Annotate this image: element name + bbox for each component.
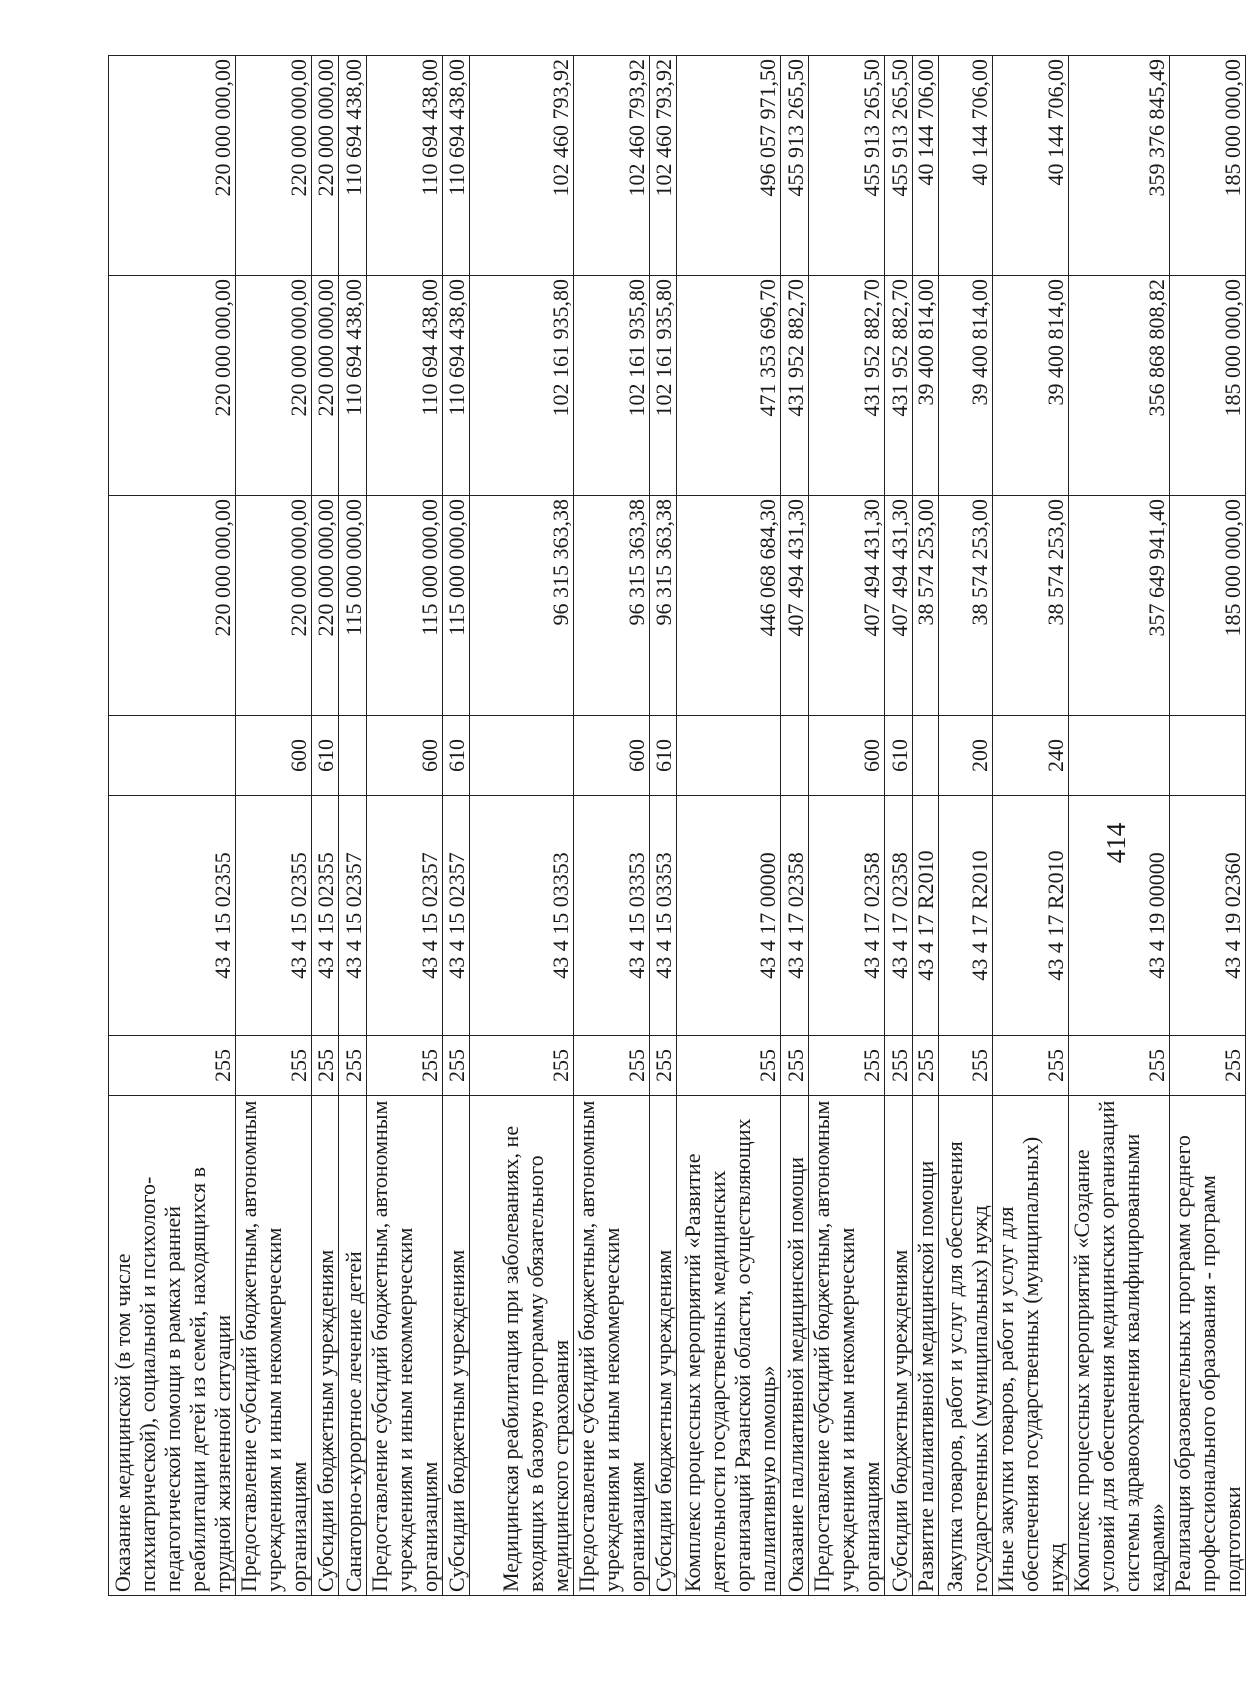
row-amount-year-1: 38 574 253,00 (913, 496, 939, 716)
row-amount-year-2: 431 952 882,70 (781, 276, 809, 496)
row-amount-year-2: 39 400 814,00 (939, 276, 993, 496)
row-amount-year-1: 96 315 363,38 (650, 496, 677, 716)
row-amount-year-2: 220 000 000,00 (109, 276, 236, 496)
row-grbs-code: 255 (367, 1036, 443, 1096)
row-amount-year-3: 185 000 000,00 (1170, 56, 1246, 276)
row-expense-type (677, 716, 781, 796)
row-grbs-code: 255 (236, 1036, 312, 1096)
row-target-article: 43 4 15 02355 (109, 796, 236, 1036)
row-amount-year-2: 471 353 696,70 (677, 276, 781, 496)
row-expense-type (781, 716, 809, 796)
row-grbs-code: 255 (677, 1036, 781, 1096)
row-amount-year-1: 407 494 431,30 (781, 496, 809, 716)
table-row (993, 56, 1069, 1596)
row-target-article: 43 4 15 02355 (236, 796, 312, 1036)
row-name: Субсидии бюджетным учреждениям (312, 1096, 339, 1596)
row-amount-year-3: 102 460 793,92 (650, 56, 677, 276)
row-grbs-code: 255 (913, 1036, 939, 1096)
row-amount-year-1: 38 574 253,00 (993, 496, 1069, 716)
table-row (885, 56, 913, 1596)
row-name: Предоставление субсидий бюджетным, автономным учреждениям и иным некоммерческим организациям (236, 1096, 312, 1596)
table-row (677, 56, 781, 1596)
table-row (781, 56, 809, 1596)
row-grbs-code: 255 (1069, 1036, 1170, 1096)
row-amount-year-1: 115 000 000,00 (339, 496, 367, 716)
table-body (109, 56, 1246, 1596)
row-amount-year-1: 220 000 000,00 (236, 496, 312, 716)
row-expense-type: 200 (939, 716, 993, 796)
row-amount-year-2: 431 952 882,70 (885, 276, 913, 496)
table-row (1170, 56, 1246, 1596)
table-row (1069, 56, 1170, 1596)
row-target-article: 43 4 17 R2010 (913, 796, 939, 1036)
row-amount-year-1: 96 315 363,38 (470, 496, 574, 716)
row-target-article: 43 4 15 02357 (339, 796, 367, 1036)
row-expense-type: 610 (885, 716, 913, 796)
row-name: Медицинская реабилитация при заболеваниях, не входящих в базовую программу обязательного медицинского страхования (470, 1096, 574, 1596)
row-target-article: 43 4 17 02358 (809, 796, 885, 1036)
row-name: Санаторно-курортное лечение детей (339, 1096, 367, 1596)
row-expense-type (109, 716, 236, 796)
table-row (650, 56, 677, 1596)
row-grbs-code: 255 (443, 1036, 470, 1096)
row-amount-year-2: 102 161 935,80 (574, 276, 650, 496)
row-amount-year-1: 96 315 363,38 (574, 496, 650, 716)
row-target-article: 43 4 17 R2010 (993, 796, 1069, 1036)
row-grbs-code: 255 (650, 1036, 677, 1096)
row-expense-type: 600 (367, 716, 443, 796)
row-expense-type (1170, 716, 1246, 796)
row-target-article: 43 4 15 02355 (312, 796, 339, 1036)
row-name: Предоставление субсидий бюджетным, автономным учреждениям и иным некоммерческим организациям (809, 1096, 885, 1596)
row-amount-year-3: 40 144 706,00 (913, 56, 939, 276)
row-name: Оказание паллиативной медицинской помощи (781, 1096, 809, 1596)
row-amount-year-2: 102 161 935,80 (470, 276, 574, 496)
row-target-article: 43 4 15 02357 (367, 796, 443, 1036)
row-name: Субсидии бюджетным учреждениям (443, 1096, 470, 1596)
row-grbs-code: 255 (1170, 1036, 1246, 1096)
row-target-article: 43 4 15 03353 (470, 796, 574, 1036)
row-expense-type: 240 (993, 716, 1069, 796)
row-grbs-code: 255 (470, 1036, 574, 1096)
row-grbs-code: 255 (574, 1036, 650, 1096)
table-row (109, 56, 236, 1596)
row-amount-year-2: 39 400 814,00 (993, 276, 1069, 496)
row-expense-type (470, 716, 574, 796)
row-amount-year-1: 185 000 000,00 (1170, 496, 1246, 716)
row-amount-year-2: 185 000 000,00 (1170, 276, 1246, 496)
page-number: 414 (1101, 822, 1131, 864)
table-row (339, 56, 367, 1596)
row-amount-year-3: 455 913 265,50 (809, 56, 885, 276)
row-name: Комплекс процессных мероприятий «Развитие деятельности государственных медицинских организаций Рязанской области, осуществляющих паллиативную помощь» (677, 1096, 781, 1596)
row-grbs-code: 255 (885, 1036, 913, 1096)
row-grbs-code: 255 (312, 1036, 339, 1096)
table-row (574, 56, 650, 1596)
row-name: Реализация образовательных программ среднего профессионального образования - программ подготовки (1170, 1096, 1246, 1596)
row-name: Субсидии бюджетным учреждениям (885, 1096, 913, 1596)
row-name: Иные закупки товаров, работ и услуг для обеспечения государственных (муниципальных) нужд (993, 1096, 1069, 1596)
row-target-article: 43 4 17 00000 (677, 796, 781, 1036)
row-expense-type: 600 (809, 716, 885, 796)
row-target-article: 43 4 15 03353 (650, 796, 677, 1036)
row-amount-year-2: 39 400 814,00 (913, 276, 939, 496)
row-name: Комплекс процессных мероприятий «Создание условий для обеспечения медицинских организаций системы здравоохранения квалифицированными кадрами» (1069, 1096, 1170, 1596)
row-name: Предоставление субсидий бюджетным, автономным учреждениям и иным некоммерческим организациям (574, 1096, 650, 1596)
row-amount-year-3: 102 460 793,92 (574, 56, 650, 276)
table-row (913, 56, 939, 1596)
row-amount-year-2: 110 694 438,00 (339, 276, 367, 496)
row-amount-year-3: 40 144 706,00 (993, 56, 1069, 276)
row-expense-type: 610 (443, 716, 470, 796)
row-target-article: 43 4 17 R2010 (939, 796, 993, 1036)
row-expense-type: 610 (312, 716, 339, 796)
row-target-article: 43 4 17 02358 (885, 796, 913, 1036)
row-amount-year-2: 102 161 935,80 (650, 276, 677, 496)
row-amount-year-3: 220 000 000,00 (312, 56, 339, 276)
table-row (470, 56, 574, 1596)
table-row (236, 56, 312, 1596)
row-amount-year-2: 356 868 808,82 (1069, 276, 1170, 496)
row-amount-year-2: 220 000 000,00 (312, 276, 339, 496)
row-amount-year-3: 110 694 438,00 (443, 56, 470, 276)
row-expense-type (913, 716, 939, 796)
row-amount-year-2: 220 000 000,00 (236, 276, 312, 496)
row-grbs-code: 255 (339, 1036, 367, 1096)
row-grbs-code: 255 (809, 1036, 885, 1096)
row-expense-type: 600 (236, 716, 312, 796)
row-target-article: 43 4 15 02357 (443, 796, 470, 1036)
row-amount-year-3: 220 000 000,00 (236, 56, 312, 276)
row-amount-year-2: 110 694 438,00 (367, 276, 443, 496)
row-target-article: 43 4 19 00000 (1069, 796, 1170, 1036)
row-amount-year-1: 407 494 431,30 (885, 496, 913, 716)
row-expense-type (1069, 716, 1170, 796)
row-amount-year-3: 102 460 793,92 (470, 56, 574, 276)
row-grbs-code: 255 (781, 1036, 809, 1096)
row-amount-year-1: 115 000 000,00 (443, 496, 470, 716)
row-amount-year-1: 115 000 000,00 (367, 496, 443, 716)
table-row (367, 56, 443, 1596)
row-amount-year-3: 496 057 971,50 (677, 56, 781, 276)
table-row (443, 56, 470, 1596)
row-amount-year-1: 357 649 941,40 (1069, 496, 1170, 716)
row-grbs-code: 255 (109, 1036, 236, 1096)
row-amount-year-1: 446 068 684,30 (677, 496, 781, 716)
row-amount-year-3: 110 694 438,00 (339, 56, 367, 276)
row-name: Оказание медицинской (в том числе психиатрической), социальной и психолого-педагогической помощи в рамках ранней реабилитации детей из семей, находящихся в трудной жизненной ситуации (109, 1096, 236, 1596)
row-name: Предоставление субсидий бюджетным, автономным учреждениям и иным некоммерческим организациям (367, 1096, 443, 1596)
row-amount-year-3: 40 144 706,00 (939, 56, 993, 276)
row-target-article: 43 4 17 02358 (781, 796, 809, 1036)
row-name: Субсидии бюджетным учреждениям (650, 1096, 677, 1596)
row-amount-year-3: 359 376 845,49 (1069, 56, 1170, 276)
budget-table (108, 55, 1246, 1596)
row-amount-year-2: 110 694 438,00 (443, 276, 470, 496)
row-amount-year-2: 431 952 882,70 (809, 276, 885, 496)
row-name: Развитие паллиативной медицинской помощи (913, 1096, 939, 1596)
row-expense-type (339, 716, 367, 796)
row-target-article: 43 4 19 02360 (1170, 796, 1246, 1036)
row-target-article: 43 4 15 03353 (574, 796, 650, 1036)
row-grbs-code: 255 (993, 1036, 1069, 1096)
row-grbs-code: 255 (939, 1036, 993, 1096)
table-row (809, 56, 885, 1596)
row-amount-year-1: 407 494 431,30 (809, 496, 885, 716)
row-amount-year-3: 220 000 000,00 (109, 56, 236, 276)
row-amount-year-1: 220 000 000,00 (109, 496, 236, 716)
row-expense-type: 600 (574, 716, 650, 796)
row-amount-year-3: 110 694 438,00 (367, 56, 443, 276)
table-row (939, 56, 993, 1596)
row-amount-year-3: 455 913 265,50 (781, 56, 809, 276)
row-expense-type: 610 (650, 716, 677, 796)
row-name: Закупка товаров, работ и услуг для обеспечения государственных (муниципальных) нужд (939, 1096, 993, 1596)
row-amount-year-1: 38 574 253,00 (939, 496, 993, 716)
table-row (312, 56, 339, 1596)
row-amount-year-1: 220 000 000,00 (312, 496, 339, 716)
row-amount-year-3: 455 913 265,50 (885, 56, 913, 276)
